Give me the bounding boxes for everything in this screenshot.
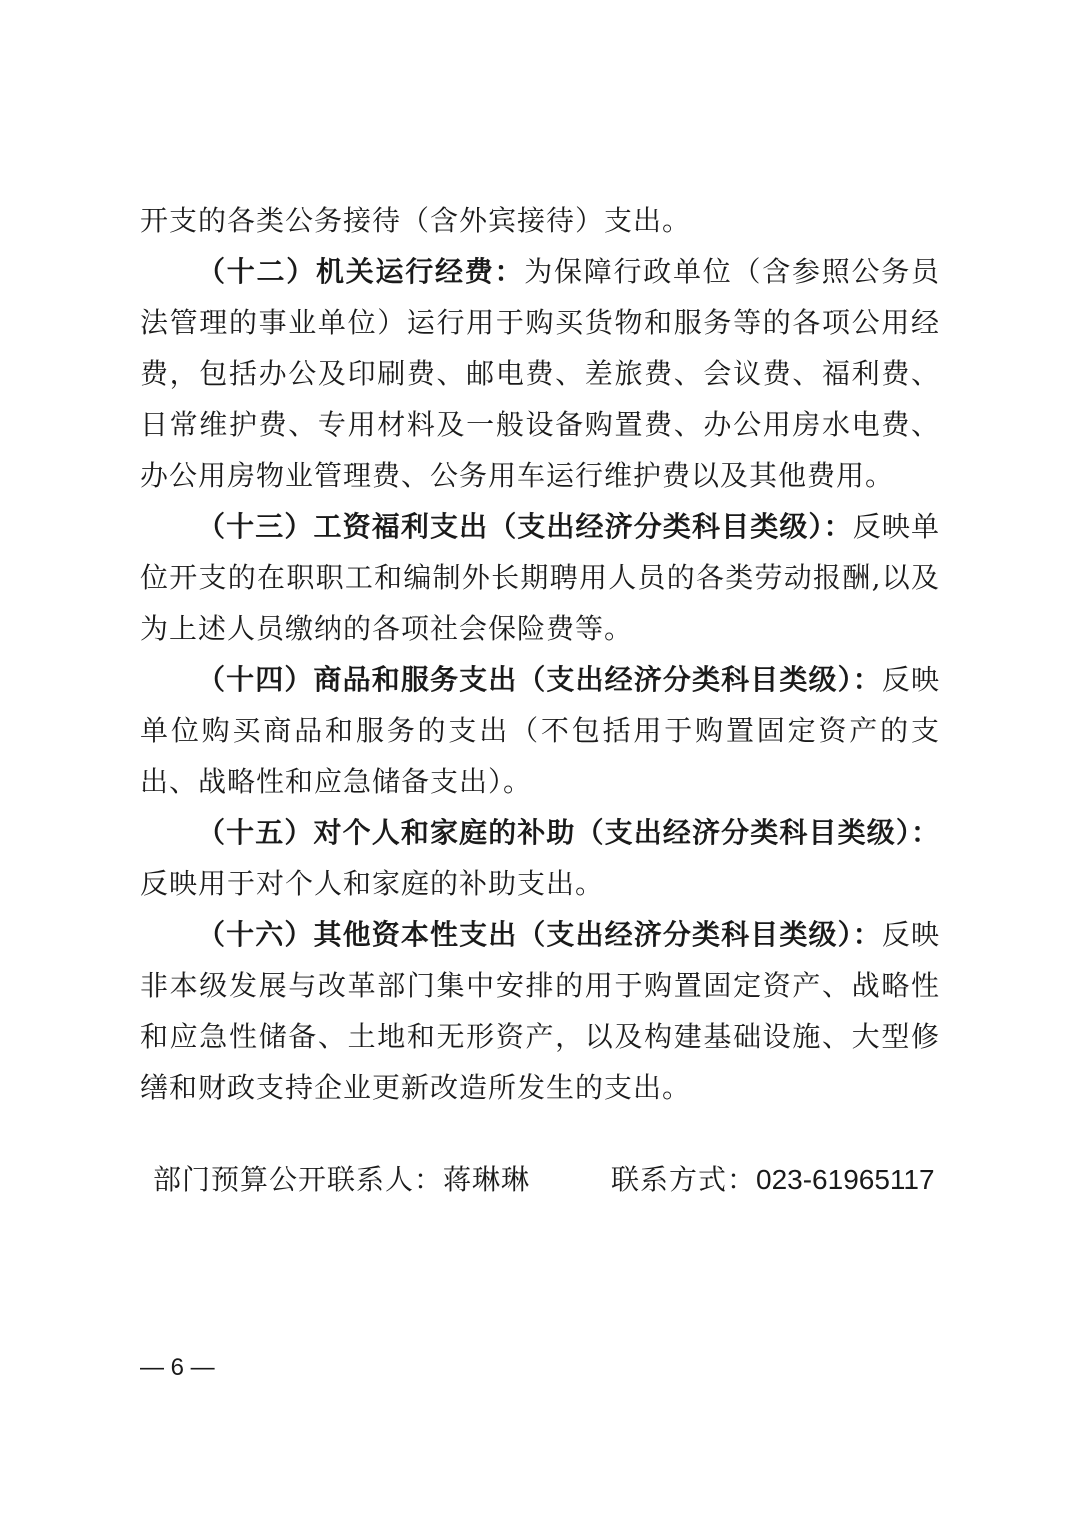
paragraph-continuation xyxy=(140,195,940,246)
contact-phone-group xyxy=(611,1158,935,1202)
paragraph-text: 为保障行政单位（含参照公务员法管理的事业单位）运行用于购买货物和服务等的各项公用经费，包括办公及印刷费、邮电费、差旅费、会议费、福利费、日常维护费、专用材料及一般设备购置费、办公用房水电费、办公用房物业管理费、公务用车运行维护费以及其他费用。 xyxy=(140,255,940,492)
paragraph-heading: （十五）对个人和家庭的补助（支出经济分类科目类级）： xyxy=(197,816,940,849)
paragraph-text: 反映用于对个人和家庭的补助支出。 xyxy=(140,867,605,900)
document-body xyxy=(140,195,940,1113)
contact-person-label: 部门预算公开联系人： xyxy=(153,1163,444,1196)
paragraph-heading: （十二）机关运行经费： xyxy=(197,255,525,288)
paragraph-heading: （十三）工资福利支出（支出经济分类科目类级）： xyxy=(197,510,853,543)
paragraph-text: 开支的各类公务接待（含外宾接待）支出。 xyxy=(140,204,692,237)
contact-phone-label: 联系方式： xyxy=(611,1163,757,1196)
contact-person-name: 蒋琳琳 xyxy=(443,1163,531,1196)
contact-phone-number: 023-61965117 xyxy=(756,1164,935,1195)
page-number: — 6 — xyxy=(140,1354,215,1381)
paragraph-wages-welfare xyxy=(140,501,940,654)
paragraph-heading: （十四）商品和服务支出（支出经济分类科目类级）： xyxy=(197,663,882,696)
contact-line xyxy=(153,1158,943,1202)
paragraph-goods-services xyxy=(140,654,940,807)
paragraph-text: 反映单位开支的在职职工和编制外长期聘用人员的各类劳动报酬,以及为上述人员缴纳的各项社会保险费等。 xyxy=(140,510,940,645)
paragraph-text: 反映单位购买商品和服务的支出（不包括用于购置固定资产的支出、战略性和应急储备支出）。 xyxy=(140,663,940,798)
paragraph-text: 反映非本级发展与改革部门集中安排的用于购置固定资产、战略性和应急性储备、土地和无形资产，以及构建基础设施、大型修缮和财政支持企业更新改造所发生的支出。 xyxy=(140,918,940,1104)
paragraph-other-capital xyxy=(140,909,940,1113)
paragraph-heading: （十六）其他资本性支出（支出经济分类科目类级）： xyxy=(197,918,882,951)
paragraph-operating-expenses xyxy=(140,246,940,501)
paragraph-household-subsidy xyxy=(140,807,940,909)
